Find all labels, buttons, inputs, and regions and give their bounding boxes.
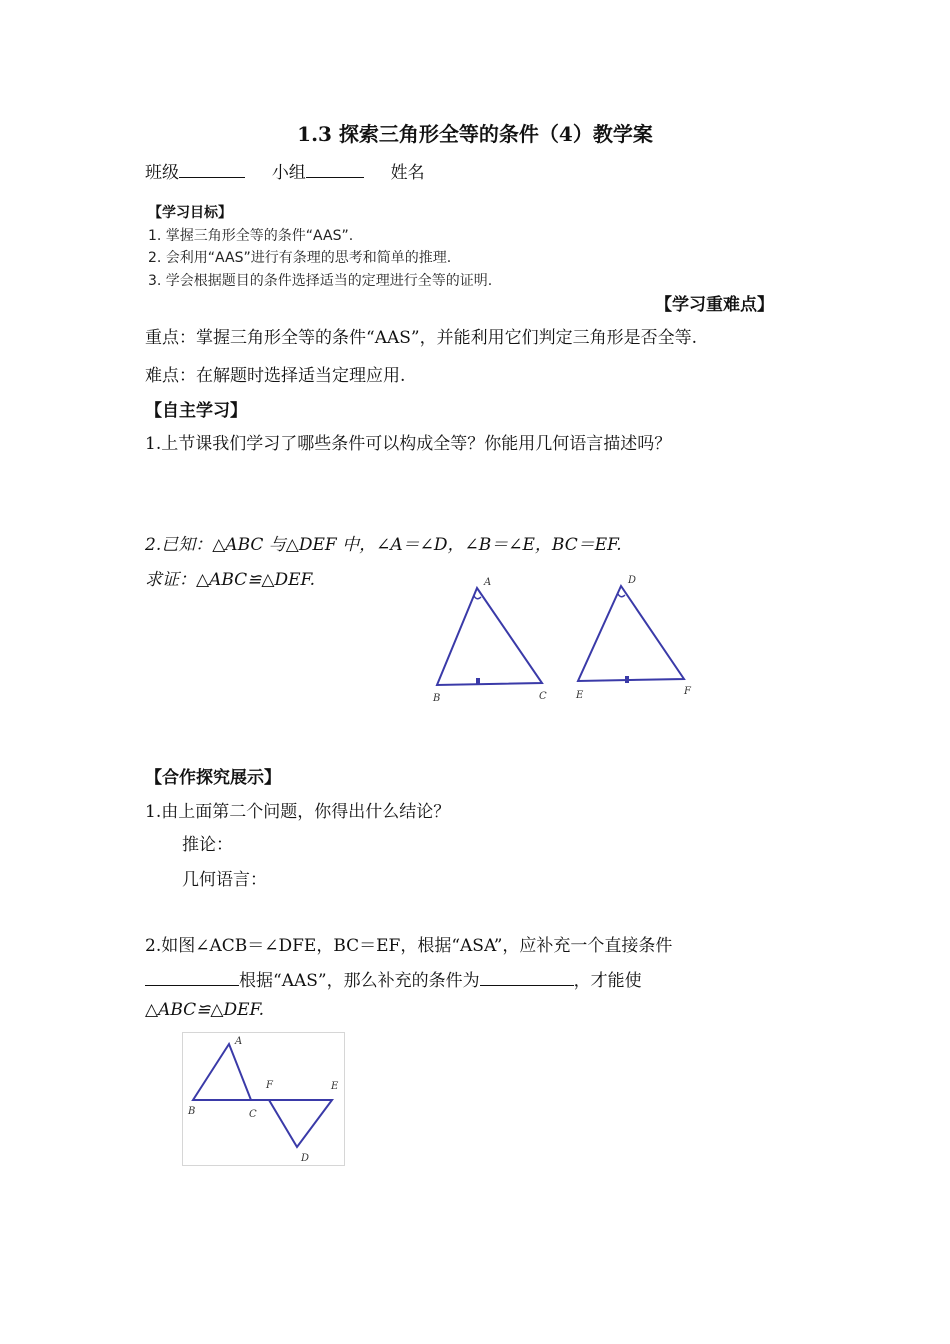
aas-condition-blank[interactable] <box>480 969 574 986</box>
group-label: 小组 <box>271 163 306 183</box>
fig2-label-d: D <box>301 1153 310 1164</box>
class-blank[interactable] <box>179 161 245 178</box>
fig2-label-f: F <box>266 1080 273 1091</box>
fig2-label-b: B <box>188 1106 196 1117</box>
objectives-heading: 【学习目标】 <box>148 205 232 221</box>
objective-3: 3. 学会根据题目的条件选择适当的定理进行全等的证明. <box>148 273 493 289</box>
objective-1: 1. 掌握三角形全等的条件“AAS”. <box>148 228 354 244</box>
asa-condition-blank[interactable] <box>145 969 239 986</box>
triangle-def-2 <box>269 1100 332 1147</box>
triangle-def <box>578 586 684 681</box>
group-blank[interactable] <box>306 161 364 178</box>
page-title: 1.3 探索三角形全等的条件（4）教学案 <box>297 122 653 146</box>
geometry-language-label: 几何语言： <box>182 870 267 890</box>
triangles-figure-1 <box>420 570 710 710</box>
q2-line2-mid: 根据“AAS”，那么补充的条件为 <box>239 971 480 991</box>
triangles-figure-2 <box>182 1032 346 1167</box>
self-study-q1: 1.上节课我们学习了哪些条件可以构成全等？你能用几何语言描述吗？ <box>145 434 672 454</box>
fig1-label-f: F <box>684 686 691 697</box>
cooperative-heading: 【合作探究展示】 <box>145 768 281 788</box>
fig1-label-b: B <box>433 693 441 704</box>
angle-mark-d <box>618 594 625 597</box>
fig2-label-e: E <box>331 1081 339 1092</box>
self-study-q2-prove: 求证：△ABC≌△DEF. <box>145 570 316 590</box>
tick-mark-bc <box>476 678 480 685</box>
inference-label: 推论： <box>182 835 233 855</box>
angle-mark-a <box>474 596 481 599</box>
fig2-label-a: A <box>235 1036 243 1047</box>
tick-mark-ef <box>625 676 629 683</box>
class-label: 班级 <box>145 163 179 183</box>
difficulty-text: 难点：在解题时选择适当定理应用. <box>145 366 406 386</box>
self-study-q2-given: 2.已知：△ABC 与△DEF 中，∠A＝∠D，∠B＝∠E，BC＝EF. <box>145 535 622 555</box>
fig1-label-d: D <box>628 575 637 586</box>
objective-2: 2. 会利用“AAS”进行有条理的思考和简单的推理. <box>148 250 452 266</box>
triangle-abc-2 <box>193 1044 251 1100</box>
cooperative-q2-line1: 2.如图∠ACB＝∠DFE，BC＝EF，根据“ASA”，应补充一个直接条件 <box>145 936 673 956</box>
cooperative-q2-line2 <box>145 966 642 991</box>
name-label: 姓名 <box>390 163 425 183</box>
self-study-heading: 【自主学习】 <box>145 401 247 421</box>
q2-line2-end: ，才能使 <box>573 971 642 991</box>
fig2-label-c: C <box>249 1109 257 1120</box>
header-fields <box>145 158 425 183</box>
focus-text: 重点：掌握三角形全等的条件“AAS”，并能利用它们判定三角形是否全等. <box>145 328 697 348</box>
fig1-label-c: C <box>539 691 547 702</box>
triangle-abc <box>437 588 542 685</box>
fig1-label-e: E <box>576 690 584 701</box>
key-points-heading: 【学习重难点】 <box>655 295 774 315</box>
cooperative-q1: 1.由上面第二个问题，你得出什么结论？ <box>145 802 451 822</box>
fig1-label-a: A <box>484 577 492 588</box>
cooperative-q2-line3: △ABC≌△DEF. <box>145 1000 265 1020</box>
